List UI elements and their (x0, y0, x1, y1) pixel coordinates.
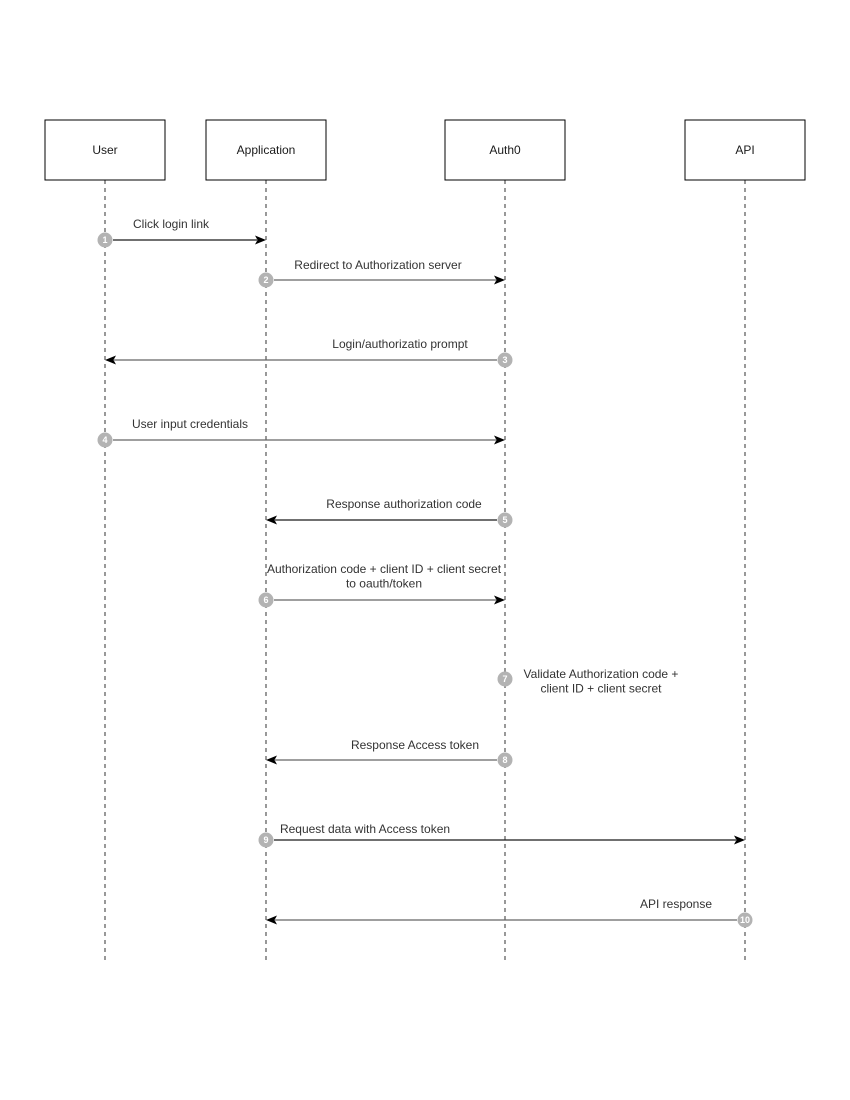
message-label-3: Login/authorizatio prompt (332, 337, 468, 351)
step-number-2: 2 (263, 275, 269, 286)
step-number-10: 10 (739, 915, 751, 926)
message-label-6: Authorization code + client ID + client secret (266, 562, 502, 576)
step-number-1: 1 (102, 235, 108, 246)
message-label-9: Request data with Access token (279, 822, 451, 836)
step-number-5: 5 (502, 515, 508, 526)
step-number-3: 3 (502, 355, 508, 366)
actor-label-user: User (92, 143, 118, 157)
message-label-2: Redirect to Authorization server (294, 258, 462, 272)
message-label-5: Response authorization code (326, 497, 482, 511)
actor-label-auth0: Auth0 (489, 143, 521, 157)
message-label-7: Validate Authorization code + (523, 667, 679, 681)
message-label-6: to oauth/token (345, 576, 423, 591)
step-number-9: 9 (263, 835, 269, 846)
message-label-7: client ID + client secret (540, 681, 662, 696)
step-number-7: 7 (502, 674, 508, 685)
message-label-10: API response (639, 897, 713, 911)
step-number-4: 4 (102, 435, 108, 446)
message-label-1: Click login link (132, 217, 210, 231)
step-number-8: 8 (502, 755, 508, 766)
actor-label-api: API (735, 143, 755, 157)
message-label-8: Response Access token (350, 738, 480, 752)
step-number-6: 6 (263, 595, 269, 606)
actor-label-application: Application (236, 143, 296, 157)
message-label-4: User input credentials (131, 417, 249, 431)
